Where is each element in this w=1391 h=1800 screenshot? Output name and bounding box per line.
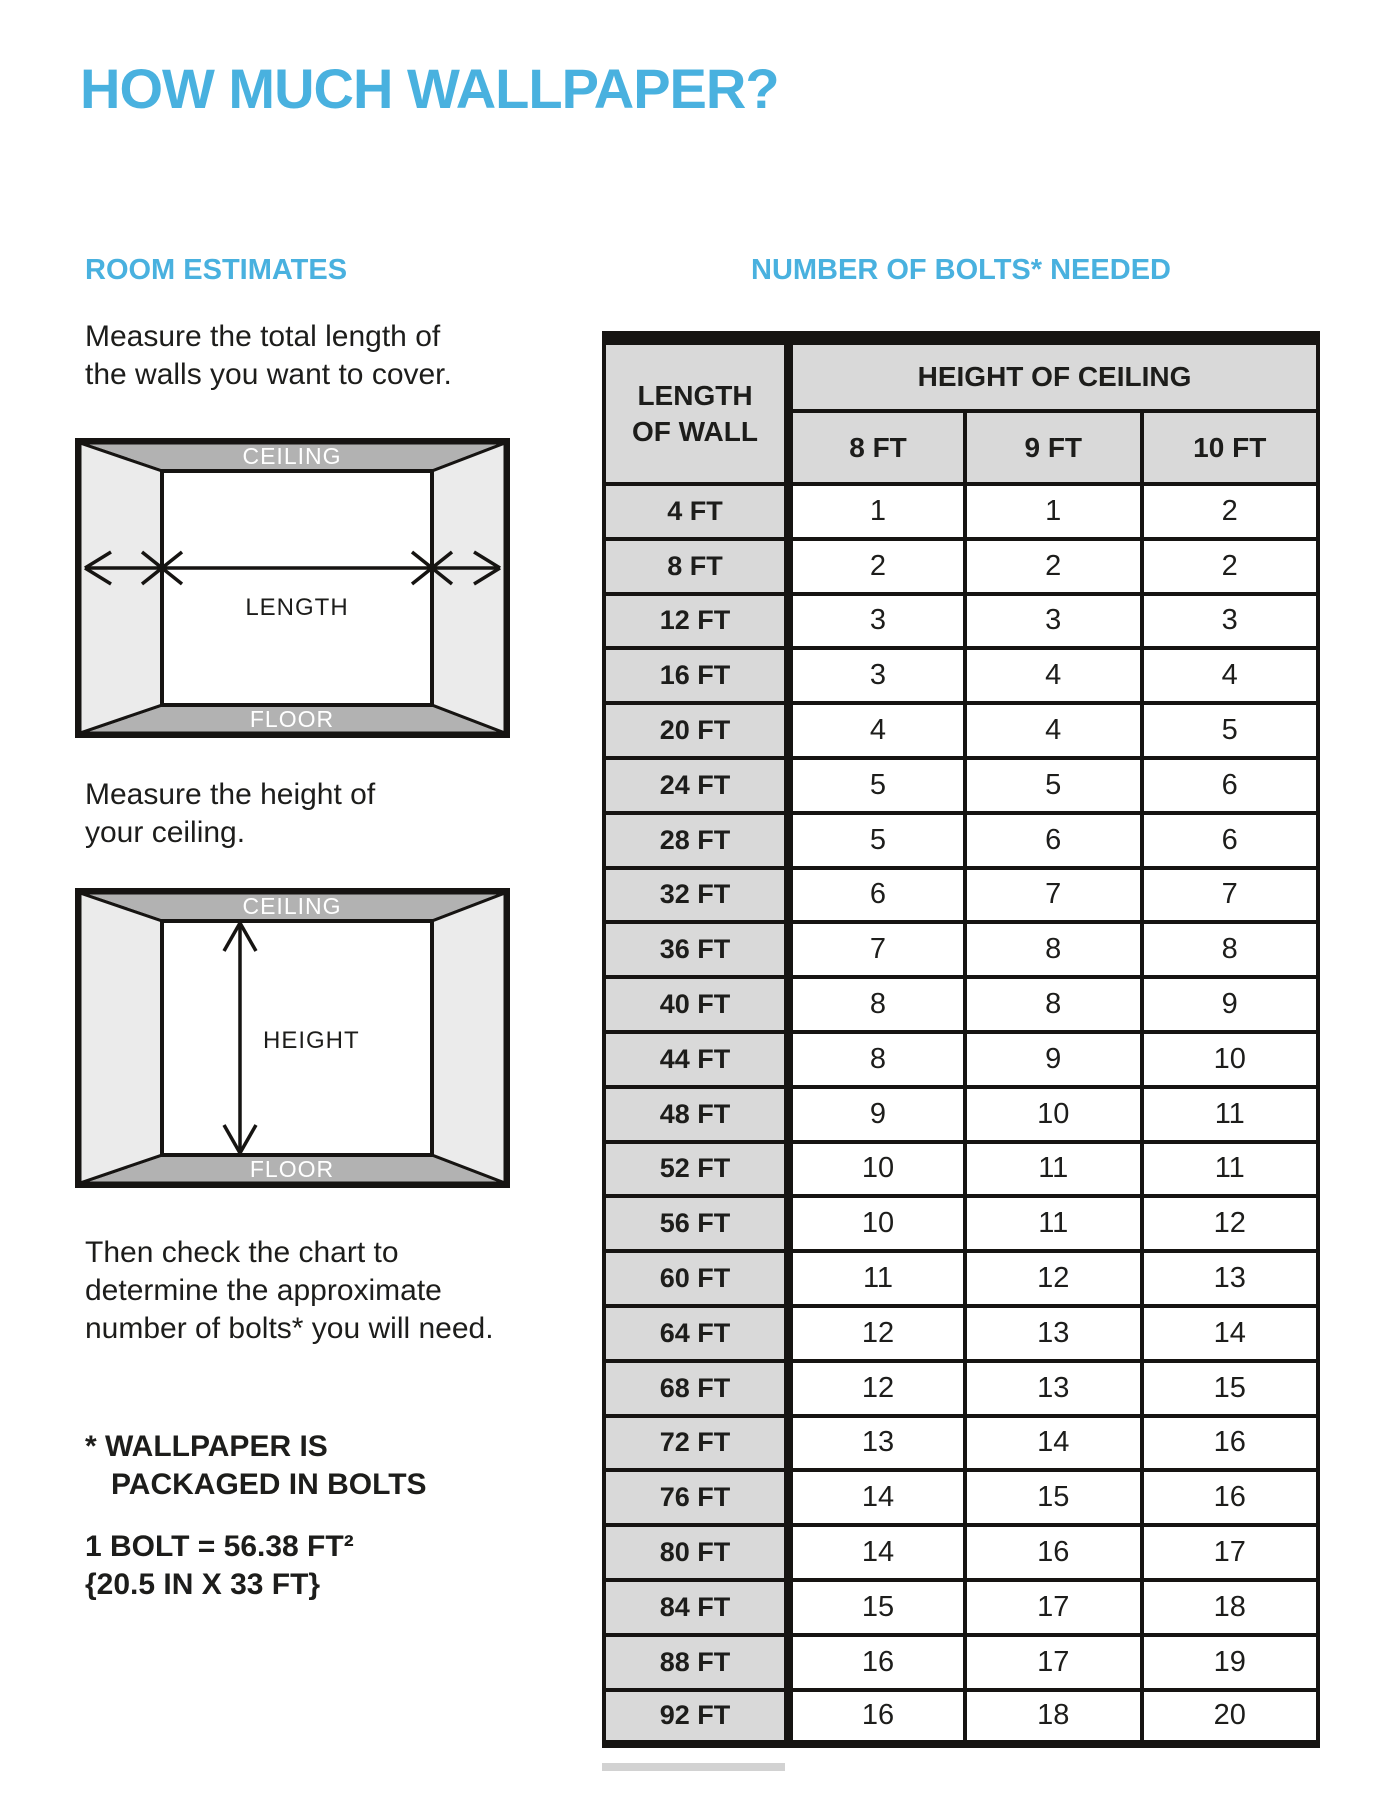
left-wall (80, 893, 162, 1183)
table-row (604, 1196, 1318, 1251)
row-group-header-line: LENGTH (637, 379, 753, 411)
column-group-header: HEIGHT OF CEILING (789, 338, 1319, 411)
bolt-count-cell: 11 (965, 1142, 1142, 1197)
footnote-line: PACKAGED IN BOLTS (111, 1468, 427, 1501)
bolt-count-cell: 5 (1142, 703, 1319, 758)
instruction-line: the walls you want to cover. (85, 358, 452, 391)
bolt-count-cell: 12 (789, 1361, 966, 1416)
height-label: HEIGHT (263, 1027, 360, 1054)
floor-label: FLOOR (249, 1156, 335, 1182)
bolt-count-cell: 2 (1142, 484, 1319, 539)
bolt-count-cell: 13 (789, 1416, 966, 1471)
right-wall (432, 893, 505, 1183)
instruction-line: Measure the height of (85, 778, 376, 811)
floor-label: FLOOR (249, 706, 335, 732)
bolt-count-cell: 5 (965, 758, 1142, 813)
footnote-line: * WALLPAPER IS (85, 1430, 328, 1463)
table-row (604, 1251, 1318, 1306)
bolt-count-cell: 7 (789, 922, 966, 977)
table-row (604, 648, 1318, 703)
bolt-count-cell: 4 (789, 703, 966, 758)
wall-length-cell: 92 FT (604, 1690, 789, 1745)
wall-length-cell: 88 FT (604, 1635, 789, 1690)
bolt-count-cell: 6 (1142, 813, 1319, 868)
bolt-count-cell: 8 (965, 977, 1142, 1032)
table-row (604, 813, 1318, 868)
bolt-count-cell: 15 (965, 1470, 1142, 1525)
wall-length-cell: 4 FT (604, 484, 789, 539)
table-row (604, 758, 1318, 813)
ceiling-label: CEILING (242, 443, 342, 469)
bolt-count-cell: 10 (789, 1196, 966, 1251)
left-wall (80, 443, 162, 733)
bolt-size-note (85, 1528, 354, 1604)
bolt-count-cell: 6 (1142, 758, 1319, 813)
bolt-count-cell: 4 (965, 703, 1142, 758)
table-row (604, 539, 1318, 594)
bolt-count-cell: 5 (789, 813, 966, 868)
table-row (604, 594, 1318, 649)
bolt-count-cell: 12 (789, 1306, 966, 1361)
bolt-count-cell: 18 (1142, 1580, 1319, 1635)
bolt-count-cell: 7 (965, 868, 1142, 923)
bolts-table-body (604, 484, 1318, 1744)
wall-length-cell: 84 FT (604, 1580, 789, 1635)
instruction-line: Measure the total length of (85, 320, 441, 353)
table-row (604, 1142, 1318, 1197)
bolt-count-cell: 9 (1142, 977, 1319, 1032)
wall-length-cell: 12 FT (604, 594, 789, 649)
table-row (604, 1470, 1318, 1525)
table-row (604, 1416, 1318, 1471)
row-group-header-line: OF WALL (632, 415, 758, 447)
wall-length-cell: 8 FT (604, 539, 789, 594)
bolt-count-cell: 3 (789, 594, 966, 649)
row-group-header (604, 338, 789, 484)
bolt-count-cell: 4 (965, 648, 1142, 703)
wall-length-cell: 80 FT (604, 1525, 789, 1580)
bolt-count-cell: 13 (965, 1306, 1142, 1361)
bolt-count-cell: 16 (789, 1690, 966, 1745)
table-row (604, 868, 1318, 923)
bolt-count-cell: 8 (789, 977, 966, 1032)
bolt-count-cell: 12 (1142, 1196, 1319, 1251)
wall-length-cell: 64 FT (604, 1306, 789, 1361)
page-title: HOW MUCH WALLPAPER? (80, 57, 779, 120)
bolt-count-cell: 3 (1142, 594, 1319, 649)
wall-length-cell: 48 FT (604, 1087, 789, 1142)
bolt-count-cell: 17 (965, 1635, 1142, 1690)
wall-length-cell: 32 FT (604, 868, 789, 923)
column-header-8ft: 8 FT (789, 411, 966, 484)
bolt-count-cell: 6 (965, 813, 1142, 868)
bolt-count-cell: 11 (1142, 1142, 1319, 1197)
bolt-count-cell: 15 (789, 1580, 966, 1635)
bolt-count-cell: 4 (1142, 648, 1319, 703)
bolt-count-cell: 10 (965, 1087, 1142, 1142)
bolt-count-cell: 1 (789, 484, 966, 539)
length-label: LENGTH (245, 594, 349, 621)
table-row (604, 484, 1318, 539)
room-length-diagram (75, 438, 510, 738)
instruction-line: your ceiling. (85, 816, 246, 849)
wall-length-cell: 56 FT (604, 1196, 789, 1251)
instruction-line: determine the approximate (85, 1274, 442, 1307)
bolt-count-cell: 9 (965, 1032, 1142, 1087)
bolts-table (602, 331, 1320, 1748)
bolts-table-head (604, 338, 1318, 484)
bolt-count-cell: 1 (965, 484, 1142, 539)
table-row (604, 1525, 1318, 1580)
bolt-count-cell: 11 (965, 1196, 1142, 1251)
instruction-line: number of bolts* you will need. (85, 1312, 494, 1345)
bolt-count-cell: 7 (1142, 868, 1319, 923)
table-row (604, 703, 1318, 758)
bolt-count-cell: 3 (789, 648, 966, 703)
bolt-count-cell: 14 (1142, 1306, 1319, 1361)
bolt-count-cell: 16 (1142, 1416, 1319, 1471)
bolt-count-cell: 2 (789, 539, 966, 594)
bolt-count-cell: 14 (789, 1470, 966, 1525)
bolt-count-cell: 2 (965, 539, 1142, 594)
bolt-count-cell: 10 (1142, 1032, 1319, 1087)
right-wall (432, 443, 505, 733)
bolt-count-cell: 16 (1142, 1470, 1319, 1525)
bolt-count-cell: 14 (789, 1525, 966, 1580)
wall-length-cell: 60 FT (604, 1251, 789, 1306)
table-row (604, 1306, 1318, 1361)
bolt-count-cell: 3 (965, 594, 1142, 649)
bolt-count-cell: 2 (1142, 539, 1319, 594)
bolt-count-cell: 6 (789, 868, 966, 923)
wall-length-cell: 20 FT (604, 703, 789, 758)
bolt-count-cell: 17 (1142, 1525, 1319, 1580)
bolt-count-cell: 16 (965, 1525, 1142, 1580)
instruction-measure-height (85, 776, 375, 852)
table-row (604, 1690, 1318, 1745)
wall-length-cell: 68 FT (604, 1361, 789, 1416)
table-row (604, 922, 1318, 977)
bolt-count-cell: 13 (1142, 1251, 1319, 1306)
section-heading-room-estimates: ROOM ESTIMATES (85, 254, 348, 286)
wall-length-cell: 24 FT (604, 758, 789, 813)
wall-length-cell: 76 FT (604, 1470, 789, 1525)
table-row (604, 1361, 1318, 1416)
table-row (604, 1032, 1318, 1087)
bolt-count-cell: 19 (1142, 1635, 1319, 1690)
column-header-10ft: 10 FT (1142, 411, 1319, 484)
bolt-count-cell: 8 (789, 1032, 966, 1087)
section-heading-number-of-bolts: NUMBER OF BOLTS* NEEDED (751, 254, 1171, 286)
back-wall (162, 471, 432, 705)
bolts-footnote (85, 1428, 427, 1504)
table-row (604, 1635, 1318, 1690)
wall-length-cell: 28 FT (604, 813, 789, 868)
bolt-size-line: 1 BOLT = 56.38 FT² (85, 1530, 354, 1563)
wall-length-cell: 52 FT (604, 1142, 789, 1197)
instruction-check-chart (85, 1234, 494, 1348)
ceiling-height-diagram (75, 888, 510, 1188)
wall-length-cell: 40 FT (604, 977, 789, 1032)
instruction-measure-length (85, 318, 452, 394)
wall-length-cell: 44 FT (604, 1032, 789, 1087)
instruction-line: Then check the chart to (85, 1236, 399, 1269)
bolt-count-cell: 9 (789, 1087, 966, 1142)
wall-length-cell: 36 FT (604, 922, 789, 977)
wall-length-cell: 72 FT (604, 1416, 789, 1471)
bolt-count-cell: 15 (1142, 1361, 1319, 1416)
bolt-count-cell: 18 (965, 1690, 1142, 1745)
table-row (604, 1087, 1318, 1142)
bolt-count-cell: 11 (789, 1251, 966, 1306)
bolt-count-cell: 8 (1142, 922, 1319, 977)
bolt-count-cell: 17 (965, 1580, 1142, 1635)
bolt-count-cell: 14 (965, 1416, 1142, 1471)
table-row (604, 1580, 1318, 1635)
bolt-count-cell: 11 (1142, 1087, 1319, 1142)
column-header-9ft: 9 FT (965, 411, 1142, 484)
bolt-count-cell: 13 (965, 1361, 1142, 1416)
bolt-count-cell: 12 (965, 1251, 1142, 1306)
table-row (604, 977, 1318, 1032)
ceiling-label: CEILING (242, 893, 342, 919)
bolt-count-cell: 16 (789, 1635, 966, 1690)
bolt-count-cell: 20 (1142, 1690, 1319, 1745)
bolt-count-cell: 10 (789, 1142, 966, 1197)
bolt-size-line: {20.5 IN X 33 FT} (85, 1568, 321, 1601)
bolts-table-container (602, 331, 1320, 1748)
wall-length-cell: 16 FT (604, 648, 789, 703)
table-bottom-shadow (602, 1763, 785, 1771)
bolt-count-cell: 5 (789, 758, 966, 813)
bolt-count-cell: 8 (965, 922, 1142, 977)
